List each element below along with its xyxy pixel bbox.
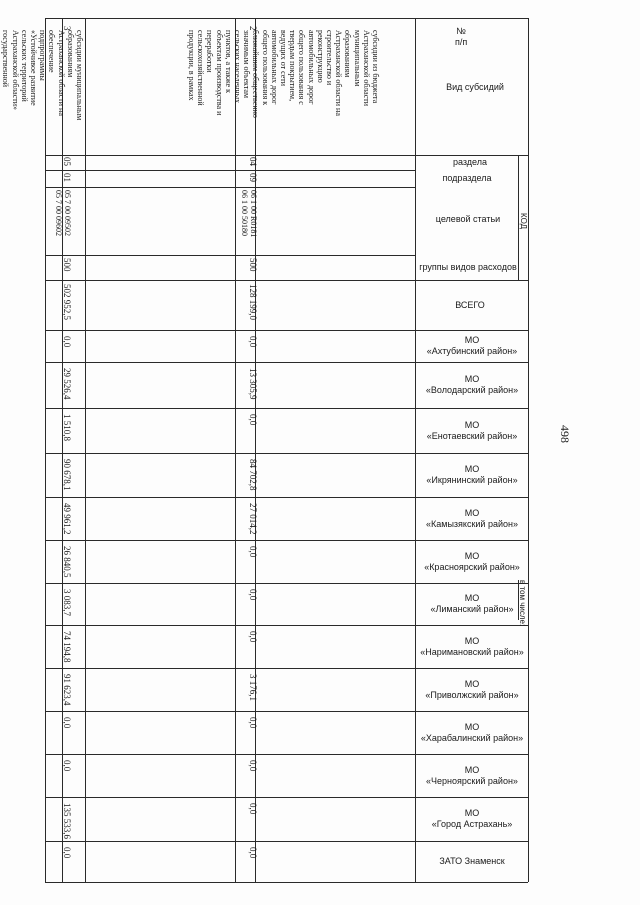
header-kind: Вид субсидий [446,82,504,92]
row-divider [45,841,528,842]
row-divider [45,187,415,188]
municipality-value: 0,0 [248,760,258,772]
group-code: 500 [248,258,258,272]
row-divider [45,754,528,755]
municipality-value: 0,0 [248,847,258,859]
municipality-value: 27 014,2 [248,503,258,535]
column-divider [45,18,46,882]
municipality-value: 0,0 [248,414,258,426]
row-number: 3 [62,26,72,31]
municipality-value: 0,0 [62,336,72,348]
municipality-header: МО «Приволжский район» [425,679,519,700]
municipality-value: 49 961,2 [62,503,72,535]
subsection-code: 01 [62,173,72,182]
municipality-value: 0,0 [248,336,258,348]
municipality-value: 0,0 [248,546,258,558]
row-description: субсидии из бюджета Астраханской области муниципальным образованиям Астраханской области на строительство и реконструкцию автомобильных дорог общего пользования с твердым покрытием, ведущих от сети автомобильных дорог общего пользования к ближайшим общественно значимым объектам сельских населенных пунктов, а также к объектам производства и переработки сельскохозяйственной продукции, в рамках [186,30,380,118]
row-number: 2 [248,26,258,31]
header-num: № п/п [455,26,468,47]
column-divider [255,18,256,882]
target-code: 06 1 00 R0181 06 1 00 50180 [239,190,258,238]
municipality-value: 90 678,1 [62,459,72,491]
row-divider [45,540,528,541]
municipality-header: МО «Енотаевский район» [426,420,518,441]
group-code: 500 [62,258,72,272]
column-divider [85,18,86,882]
row-divider [45,170,415,171]
municipality-value: 74 194,8 [62,631,72,663]
header-target: целевой статьи [435,214,501,224]
municipality-header: МО «Лиманский район» [430,593,514,614]
header-incl: в том числе: [518,580,527,627]
header-code: КОД [519,213,528,230]
row-divider [45,882,528,883]
municipality-header: МО «Ахтубинский район» [426,335,518,356]
municipality-header: МО «Харабалинский район» [420,722,524,743]
row-divider [45,155,528,156]
municipality-value: 13 305,9 [248,368,258,400]
row-divider [45,453,528,454]
municipality-value: 135 533,6 [62,803,72,839]
total-value: 128 199,0 [248,284,258,320]
municipality-header: МО «Икрянинский район» [426,464,518,485]
row-divider [45,625,528,626]
municipality-header: МО «Красноярский район» [424,551,520,572]
header-group: группы видов расходов [419,262,517,272]
municipality-value: 0,0 [248,717,258,729]
municipality-value: 0,0 [62,717,72,729]
row-description: субсидии муниципальным образованиям Астраханской области на обеспечение подпрограммы «Устойчивое развитие сельских территорий Астраханской области» государственной [1,30,84,121]
target-code: 05 7 00 09502 05 7 00 09602 [53,190,72,236]
municipality-value: 3 176,1 [248,674,258,701]
municipality-value: 0,0 [62,760,72,772]
municipality-header: МО «Володарский район» [425,374,519,395]
header-section: раздела [452,157,488,167]
total-value: 502 952,5 [62,284,72,320]
section-code: 05 [62,157,72,166]
subsection-code: 09 [248,173,258,182]
column-divider [528,18,529,882]
row-divider [45,18,528,19]
row-divider [45,408,528,409]
municipality-value: 26 840,5 [62,546,72,578]
row-divider [45,668,528,669]
header-total: ВСЕГО [455,300,485,310]
municipality-value: 0,0 [248,803,258,815]
municipality-header: МО «Черноярский район» [426,765,518,786]
municipality-value: 3 083,7 [62,589,72,616]
row-divider [45,280,528,281]
municipality-header: МО «Камызякский район» [426,508,518,529]
municipality-value: 1 510,8 [62,414,72,441]
municipality-value: 84 702,8 [248,459,258,491]
row-divider [45,797,528,798]
row-divider [45,497,528,498]
column-divider [415,18,416,882]
row-divider [45,362,528,363]
municipality-value: 0,0 [62,847,72,859]
municipality-header: МО «Город Астрахань» [431,808,513,829]
row-divider [45,711,528,712]
municipality-header: ЗАТО Знаменск [439,856,505,866]
municipality-value: 0,0 [248,589,258,601]
municipality-value: 91 623,4 [62,674,72,706]
municipality-value: 29 526,4 [62,368,72,400]
municipality-value: 0,0 [248,631,258,643]
page-number: 498 [558,425,572,443]
row-divider [45,330,528,331]
header-subsection: подраздела [442,173,492,183]
column-divider [62,18,63,882]
column-divider [235,18,236,882]
section-code: 04 [248,157,258,166]
municipality-header: МО «Наримановский район» [420,636,524,657]
row-divider [45,255,415,256]
row-divider [45,583,528,584]
